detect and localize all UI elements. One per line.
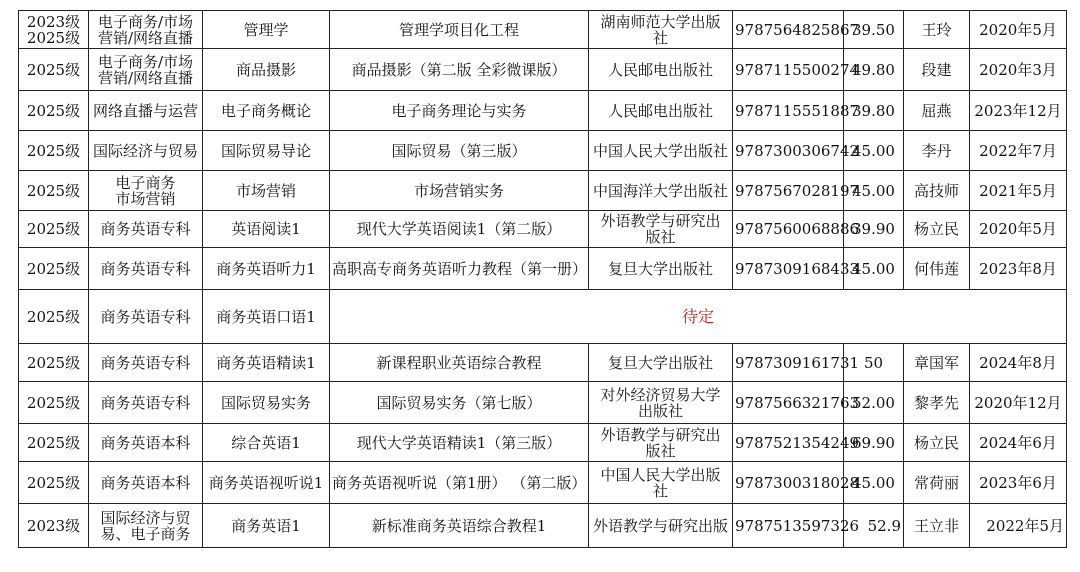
grade-cell bbox=[19, 211, 89, 248]
price-cell: 45.00 bbox=[844, 462, 904, 504]
course-cell: 商务英语视听说1 bbox=[203, 462, 330, 504]
table-row bbox=[19, 91, 1067, 131]
grade-cell bbox=[19, 462, 89, 504]
grade-cell-line: 2025级 bbox=[26, 259, 81, 278]
grade-cell bbox=[19, 290, 89, 344]
grade-cell-line: 2025级 bbox=[26, 433, 81, 452]
isbn-cell: 9787566321763 bbox=[733, 382, 844, 424]
publisher-cell bbox=[589, 11, 733, 49]
textbook-cell: 新课程职业英语综合教程 bbox=[330, 344, 589, 382]
textbook-cell: 市场营销实务 bbox=[330, 171, 589, 211]
grade-cell bbox=[19, 49, 89, 91]
editor-cell: 杨立民 bbox=[904, 211, 970, 248]
editor-cell: 屈燕 bbox=[904, 91, 970, 131]
publisher-cell-line: 社 bbox=[652, 28, 668, 47]
price-cell: 45.00 bbox=[844, 171, 904, 211]
major-cell-line: 电子商务/市场 bbox=[97, 52, 194, 71]
editor-cell: 李丹 bbox=[904, 131, 970, 171]
major-cell-line: 网络直播与运营 bbox=[92, 101, 198, 120]
isbn-cell: 9787115500274 bbox=[733, 49, 844, 91]
price-cell: 52.9 bbox=[844, 504, 904, 548]
isbn-cell: 9787115551887 bbox=[733, 91, 844, 131]
textbook-cell: 商品摄影（第二版 全彩微课版） bbox=[330, 49, 589, 91]
grade-cell-line: 2025级 bbox=[26, 393, 81, 412]
price-cell: 39.50 bbox=[844, 11, 904, 49]
table-row bbox=[19, 382, 1067, 424]
editor-cell: 高技师 bbox=[904, 171, 970, 211]
textbook-cell: 现代大学英语阅读1（第二版） bbox=[330, 211, 589, 248]
publisher-cell-line: 湖南师范大学出版 bbox=[600, 12, 721, 31]
grade-cell-line: 2025级 bbox=[26, 101, 81, 120]
publisher-cell-line: 外语教学与研究出 bbox=[600, 212, 721, 230]
major-cell-line: 国际经济与贸易 bbox=[92, 141, 198, 160]
editor-cell: 何伟莲 bbox=[904, 248, 970, 290]
editor-cell: 常荷丽 bbox=[904, 462, 970, 504]
major-cell bbox=[89, 211, 203, 248]
isbn-cell: 9787309168433 bbox=[733, 248, 844, 290]
publisher-cell-line: 人民邮电出版社 bbox=[607, 101, 713, 120]
course-cell: 电子商务概论 bbox=[203, 91, 330, 131]
major-cell bbox=[89, 11, 203, 49]
grade-cell-line: 2023级 bbox=[26, 12, 81, 31]
major-cell-line: 营销/网络直播 bbox=[97, 28, 194, 47]
table-row bbox=[19, 171, 1067, 211]
publisher-cell bbox=[589, 211, 733, 248]
grade-cell bbox=[19, 131, 89, 171]
major-cell bbox=[89, 504, 203, 548]
editor-cell: 杨立民 bbox=[904, 424, 970, 462]
publisher-cell-line: 外语教学与研究出 bbox=[600, 425, 721, 444]
table-row bbox=[19, 131, 1067, 171]
isbn-cell: 9787521354249 bbox=[733, 424, 844, 462]
major-cell bbox=[89, 462, 203, 504]
date-cell: 2020年5月 bbox=[970, 211, 1067, 248]
publisher-cell-line: 版社 bbox=[645, 441, 676, 460]
major-cell bbox=[89, 248, 203, 290]
textbook-cell: 管理学项目化工程 bbox=[330, 11, 589, 49]
table-row bbox=[19, 248, 1067, 290]
isbn-cell: 9787300306742 bbox=[733, 131, 844, 171]
course-cell: 管理学 bbox=[203, 11, 330, 49]
major-cell bbox=[89, 424, 203, 462]
major-cell bbox=[89, 49, 203, 91]
date-cell: 2023年6月 bbox=[970, 462, 1067, 504]
publisher-cell bbox=[589, 171, 733, 211]
date-cell: 2022年7月 bbox=[970, 131, 1067, 171]
publisher-cell bbox=[589, 424, 733, 462]
course-cell: 商务英语口语1 bbox=[203, 290, 330, 344]
major-cell-line: 易、电子商务 bbox=[100, 524, 191, 543]
publisher-cell bbox=[589, 49, 733, 91]
grade-cell bbox=[19, 344, 89, 382]
editor-cell: 段建 bbox=[904, 49, 970, 91]
table-row bbox=[19, 424, 1067, 462]
major-cell bbox=[89, 171, 203, 211]
table-row bbox=[19, 344, 1067, 382]
grade-cell-line: 2023级 bbox=[26, 516, 81, 535]
table-row bbox=[19, 462, 1067, 504]
grade-cell-line: 2025级 bbox=[26, 60, 81, 79]
textbook-cell: 电子商务理论与实务 bbox=[330, 91, 589, 131]
major-cell-line: 商务英语本科 bbox=[100, 473, 191, 492]
course-cell: 国际贸易实务 bbox=[203, 382, 330, 424]
table-row bbox=[19, 504, 1067, 548]
major-cell-line: 商务英语专科 bbox=[100, 259, 191, 278]
grade-cell-line: 2025级 bbox=[26, 353, 81, 372]
publisher-cell-line: 出版社 bbox=[637, 401, 683, 420]
publisher-cell-line: 中国人民大学出版社 bbox=[592, 141, 728, 160]
table-row bbox=[19, 290, 1067, 344]
pending-cell: 待定 bbox=[330, 290, 1067, 344]
grade-cell-line: 2025级 bbox=[26, 220, 81, 238]
editor-cell: 王立非 bbox=[904, 504, 970, 548]
isbn-cell: 9787513597326 bbox=[733, 504, 844, 548]
grade-cell bbox=[19, 382, 89, 424]
isbn-cell: 9787564825867 bbox=[733, 11, 844, 49]
major-cell-line: 商务英语专科 bbox=[100, 393, 191, 412]
textbook-cell: 新标准商务英语综合教程1 bbox=[330, 504, 589, 548]
grade-cell bbox=[19, 504, 89, 548]
grade-cell-line: 2025级 bbox=[26, 181, 81, 200]
publisher-cell bbox=[589, 504, 733, 548]
grade-cell-line: 2025级 bbox=[26, 473, 81, 492]
major-cell-line: 国际经济与贸 bbox=[100, 508, 191, 527]
price-cell: 50 bbox=[844, 344, 904, 382]
major-cell-line: 电子商务/市场 bbox=[97, 12, 194, 31]
price-cell: 39.90 bbox=[844, 211, 904, 248]
date-cell: 2024年6月 bbox=[970, 424, 1067, 462]
editor-cell: 王玲 bbox=[904, 11, 970, 49]
price-cell: 69.90 bbox=[844, 424, 904, 462]
price-cell: 52.00 bbox=[844, 382, 904, 424]
textbook-table-sheet bbox=[18, 10, 1066, 548]
major-cell-line: 商务英语本科 bbox=[100, 433, 191, 452]
date-cell: 2020年12月 bbox=[970, 382, 1067, 424]
course-cell: 商品摄影 bbox=[203, 49, 330, 91]
date-cell: 2024年8月 bbox=[970, 344, 1067, 382]
publisher-cell-line: 对外经济贸易大学 bbox=[600, 385, 721, 404]
course-cell: 商务英语听力1 bbox=[203, 248, 330, 290]
major-cell bbox=[89, 131, 203, 171]
publisher-cell bbox=[589, 462, 733, 504]
date-cell: 2020年3月 bbox=[970, 49, 1067, 91]
grade-cell-line: 2025级 bbox=[26, 141, 81, 160]
publisher-cell bbox=[589, 91, 733, 131]
grade-cell bbox=[19, 248, 89, 290]
editor-cell: 黎孝先 bbox=[904, 382, 970, 424]
date-cell: 2020年5月 bbox=[970, 11, 1067, 49]
major-cell-line: 商务英语专科 bbox=[100, 307, 191, 326]
major-cell-line: 商务英语专科 bbox=[100, 353, 191, 372]
publisher-cell-line: 版社 bbox=[645, 228, 676, 246]
publisher-cell bbox=[589, 344, 733, 382]
editor-cell: 章国军 bbox=[904, 344, 970, 382]
price-cell: 45.00 bbox=[844, 248, 904, 290]
price-cell: 39.80 bbox=[844, 91, 904, 131]
course-cell: 市场营销 bbox=[203, 171, 330, 211]
grade-cell bbox=[19, 11, 89, 49]
publisher-cell bbox=[589, 382, 733, 424]
price-cell: 49.80 bbox=[844, 49, 904, 91]
textbook-cell: 高职高专商务英语听力教程（第一册） bbox=[330, 248, 589, 290]
course-cell: 商务英语1 bbox=[203, 504, 330, 548]
grade-cell-line: 2025级 bbox=[26, 307, 81, 326]
major-cell bbox=[89, 290, 203, 344]
publisher-cell-line: 复旦大学出版社 bbox=[607, 353, 713, 372]
grade-cell bbox=[19, 91, 89, 131]
table-row bbox=[19, 211, 1067, 248]
grade-cell-line: 2025级 bbox=[26, 28, 81, 47]
major-cell-line: 市场营销 bbox=[115, 189, 176, 208]
course-cell: 国际贸易导论 bbox=[203, 131, 330, 171]
course-cell: 综合英语1 bbox=[203, 424, 330, 462]
isbn-cell: 9787567028197 bbox=[733, 171, 844, 211]
date-cell: 2023年8月 bbox=[970, 248, 1067, 290]
date-cell: 2023年12月 bbox=[970, 91, 1067, 131]
date-cell: 2022年5月 bbox=[970, 504, 1067, 548]
major-cell-line: 营销/网络直播 bbox=[97, 68, 194, 87]
textbook-cell: 国际贸易（第三版） bbox=[330, 131, 589, 171]
table-row bbox=[19, 49, 1067, 91]
textbook-cell: 国际贸易实务（第七版） bbox=[330, 382, 589, 424]
publisher-cell-line: 中国人民大学出版 bbox=[600, 465, 721, 484]
major-cell-line: 电子商务 bbox=[115, 173, 176, 192]
isbn-cell: 9787309161731 bbox=[733, 344, 844, 382]
publisher-cell-line: 外语教学与研究出版 bbox=[592, 516, 728, 535]
price-cell: 45.00 bbox=[844, 131, 904, 171]
major-cell bbox=[89, 382, 203, 424]
publisher-cell-line: 人民邮电出版社 bbox=[607, 60, 713, 79]
isbn-cell: 9787560068886 bbox=[733, 211, 844, 248]
textbook-table bbox=[18, 10, 1067, 548]
course-cell: 英语阅读1 bbox=[203, 211, 330, 248]
major-cell-line: 商务英语专科 bbox=[100, 220, 191, 238]
isbn-cell: 9787300318028 bbox=[733, 462, 844, 504]
publisher-cell-line: 社 bbox=[652, 481, 668, 500]
major-cell bbox=[89, 91, 203, 131]
grade-cell bbox=[19, 171, 89, 211]
textbook-cell: 现代大学英语精读1（第三版） bbox=[330, 424, 589, 462]
table-row bbox=[19, 11, 1067, 49]
course-cell: 商务英语精读1 bbox=[203, 344, 330, 382]
publisher-cell bbox=[589, 248, 733, 290]
major-cell bbox=[89, 344, 203, 382]
textbook-cell: 商务英语视听说（第1册） （第二版） bbox=[330, 462, 589, 504]
publisher-cell bbox=[589, 131, 733, 171]
grade-cell bbox=[19, 424, 89, 462]
publisher-cell-line: 复旦大学出版社 bbox=[607, 259, 713, 278]
date-cell: 2021年5月 bbox=[970, 171, 1067, 211]
publisher-cell-line: 中国海洋大学出版社 bbox=[592, 181, 728, 200]
